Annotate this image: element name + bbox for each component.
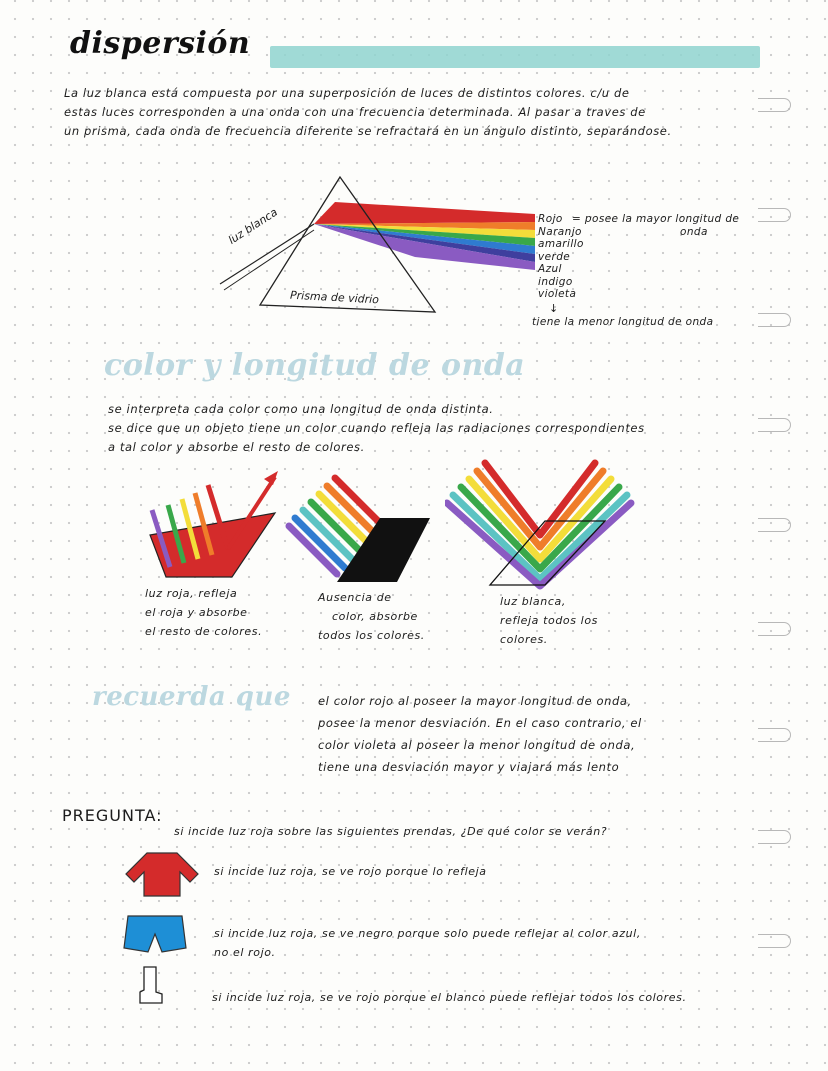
- intro-line: un prisma, cada onda de frecuencia diferente se refractará en un ángulo distinto, separándose.: [64, 124, 672, 138]
- black-surface-illustration: [285, 470, 435, 585]
- page-title: dispersión: [70, 26, 251, 61]
- spectrum-bands: [314, 202, 535, 270]
- incoming-light-label: luz blanca: [226, 205, 280, 247]
- intro-line: estas luces corresponden a una onda con una frecuencia determinada. Al pasar a traves de: [64, 105, 646, 119]
- section2-line: se interpreta cada color como una longitud de onda distinta.: [108, 402, 494, 416]
- binder-ring: [758, 728, 791, 742]
- caption-red: [145, 584, 262, 641]
- spectrum-color: amarillo: [538, 238, 584, 250]
- red-surface-illustration: [140, 465, 285, 585]
- spectrum-color: Azul: [538, 263, 562, 275]
- caption-line: colores.: [500, 633, 548, 646]
- answer-line: si incide luz roja, se ve negro porque solo puede reflejar al color azul,: [214, 927, 641, 940]
- caption-line: Ausencia de: [318, 591, 392, 604]
- section2-paragraph: [108, 400, 768, 457]
- spectrum-color-list: [538, 213, 584, 301]
- answer-line: no el rojo.: [214, 946, 276, 959]
- spectrum-color: violeta: [538, 288, 577, 300]
- binder-ring: [758, 313, 791, 327]
- white-light-reflection-illustration: [445, 455, 635, 590]
- caption-line: color, absorbe: [332, 610, 418, 623]
- answer-shirt: si incide luz roja, se ve rojo porque lo refleja: [214, 865, 487, 878]
- remember-line: posee la menor desviación. En el caso contrario, el: [318, 716, 642, 730]
- binder-ring: [758, 518, 791, 532]
- question-text: si incide luz roja sobre las siguientes prendas, ¿De qué color se verán?: [174, 825, 608, 838]
- reflected-rays-all-colors: [447, 463, 631, 586]
- section2-line: se dice que un objeto tiene un color cuando refleja las radiaciones correspondientes: [108, 421, 645, 435]
- spectrum-color: Rojo: [538, 213, 563, 225]
- red-wavelength-note-cont: onda: [680, 226, 708, 238]
- remember-line: color violeta al poseer la menor longitud de onda,: [318, 738, 636, 752]
- caption-line: luz blanca,: [500, 595, 566, 608]
- red-surface: [150, 513, 275, 577]
- spectrum-color: indigo: [538, 275, 573, 288]
- arrow-down-icon: ↓: [549, 302, 559, 315]
- intro-line: La luz blanca está compuesta por una superposición de luces de distintos colores. c/u de: [64, 86, 630, 100]
- caption-black: [318, 588, 425, 645]
- binder-ring: [758, 622, 791, 636]
- caption-line: luz roja, refleja: [145, 587, 238, 600]
- answer-shorts: [214, 924, 641, 962]
- remember-paragraph: [318, 690, 758, 778]
- binder-ring: [758, 934, 791, 948]
- red-wavelength-note: = posee la mayor longitud de: [572, 213, 740, 225]
- red-shirt-icon: [122, 850, 202, 898]
- answer-sock: si incide luz roja, se ve rojo porque el blanco puede reflejar todos los colores.: [212, 991, 687, 1004]
- white-sock-icon: [136, 964, 166, 1006]
- caption-white: [500, 592, 598, 649]
- caption-line: refleja todos los: [500, 614, 598, 627]
- spectrum-color: Naranjo: [538, 225, 582, 238]
- caption-line: el resto de colores.: [145, 625, 263, 638]
- blue-shorts-icon: [122, 912, 188, 956]
- prism-label: Prisma de vidrio: [289, 288, 380, 307]
- remember-heading: recuerda que: [92, 682, 291, 712]
- spectrum-band: [314, 202, 535, 224]
- binder-ring: [758, 208, 791, 222]
- caption-line: el roja y absorbe: [145, 606, 248, 619]
- caption-line: todos los colores.: [318, 629, 425, 642]
- intro-paragraph: [64, 84, 764, 141]
- section2-line: a tal color y absorbe el resto de colores.: [108, 440, 365, 454]
- violet-wavelength-note: tiene la menor longitud de onda: [532, 316, 714, 328]
- remember-line: tiene una desviación mayor y viajará más lento: [318, 760, 620, 774]
- spectrum-color: verde: [538, 250, 571, 263]
- question-label: PREGUNTA:: [62, 806, 163, 825]
- remember-line: el color rojo al poseer la mayor longitud de onda,: [318, 694, 632, 708]
- title-highlight-bar: [270, 46, 760, 68]
- section-heading-color-wavelength: color y longitud de onda: [104, 348, 526, 383]
- binder-ring: [758, 830, 791, 844]
